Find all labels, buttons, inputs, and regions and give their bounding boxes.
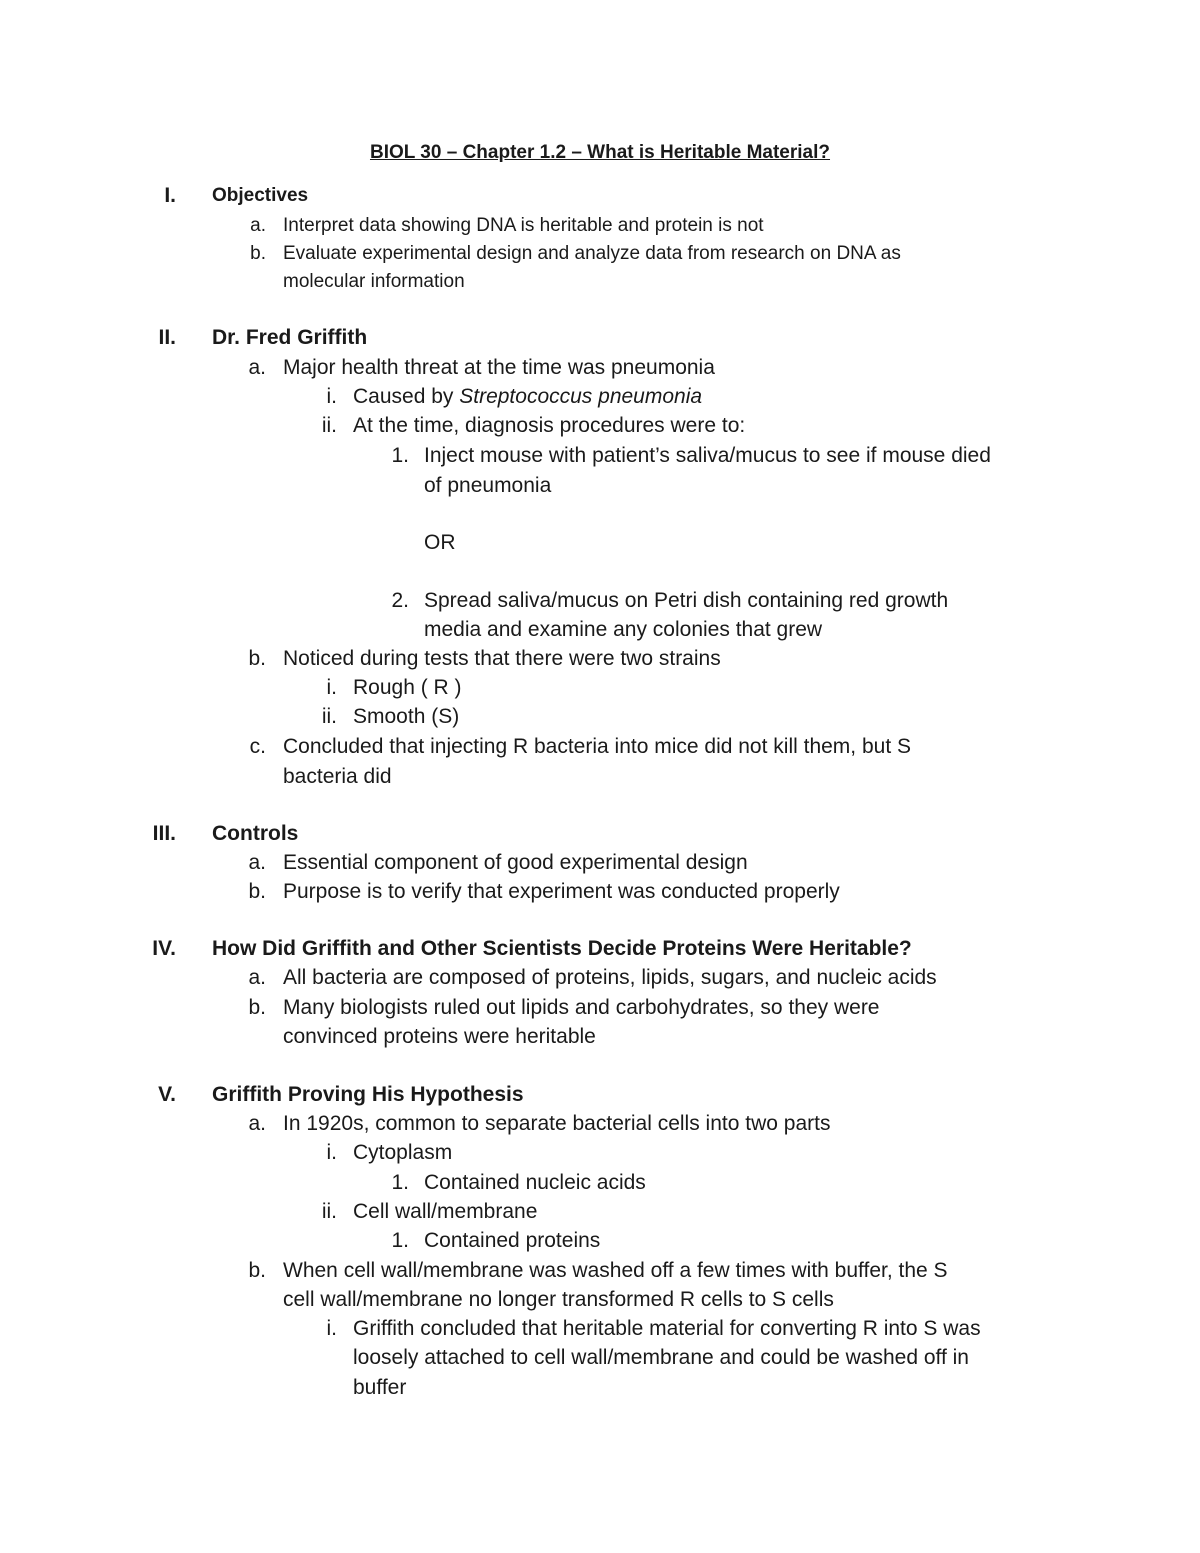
section-heading: Griffith Proving His Hypothesis: [212, 1083, 524, 1106]
section-heading: Dr. Fred Griffith: [212, 326, 368, 349]
species-name: Streptococcus pneumonia: [459, 385, 703, 408]
section-number: IV.: [152, 937, 176, 960]
page-title: BIOL 30 – Chapter 1.2 – What is Heritable Material?: [369, 142, 831, 163]
section-number: V.: [158, 1083, 176, 1106]
section-number: II.: [158, 326, 176, 349]
section-heading: How Did Griffith and Other Scientists Decide Proteins Were Heritable?: [212, 937, 912, 960]
section-heading: Objectives: [212, 185, 309, 206]
section-heading: Controls: [212, 822, 299, 845]
section-number: I.: [164, 184, 176, 207]
document-page: BIOL 30 – Chapter 1.2 – What is Heritable Material? I. Objectives a. Interpret data showing DNA is heritable and protein is not b. Evaluate experimental design and analyze data from research on DNA as molecular information II. Dr. Fred Griffith a. Major health threat at the time was pneumonia i. Caused by Streptococcus pneumonia ii. At the time, diagnosis procedures were to: 1. Inject mouse with patient’s saliva/mucus to see if mouse died of pneumonia OR 2. Spread saliva/mucus on Petri dish containing red growth media and examine any colonies that grew b. Noticed during tests that there were two strains i. Rough ( R ) ii. Smooth (S) c. Concluded that injecting R bacteria into mice did not kill them, but S bacteria did III. Controls a. Essential component of good experimental design b. Purpose is to verify that experiment was conducted properly IV. How Did Griffith and Other Scientists Decide Proteins Were Heritable? a. All bacteria are composed of proteins, lipids, sugars, and nucleic acids b. Many biologists ruled out lipids and carbohydrates, so they were convinced proteins were heritable V. Griffith Proving His Hypothesis a. In 1920s, common to separate bacterial cells into two parts i. Cytoplasm 1. Contained nucleic acids ii. Cell wall/membrane 1. Contained proteins b. When cell wall/membrane was washed off a few times with buffer, the S cell wall/membrane no longer transformed R cells to S cells i. Griffith concluded that heritable material for converting R into S was loosely attached to cell wall/membrane and could be washed off in buffer: [0, 0, 1200, 1553]
section-number: III.: [152, 822, 176, 845]
